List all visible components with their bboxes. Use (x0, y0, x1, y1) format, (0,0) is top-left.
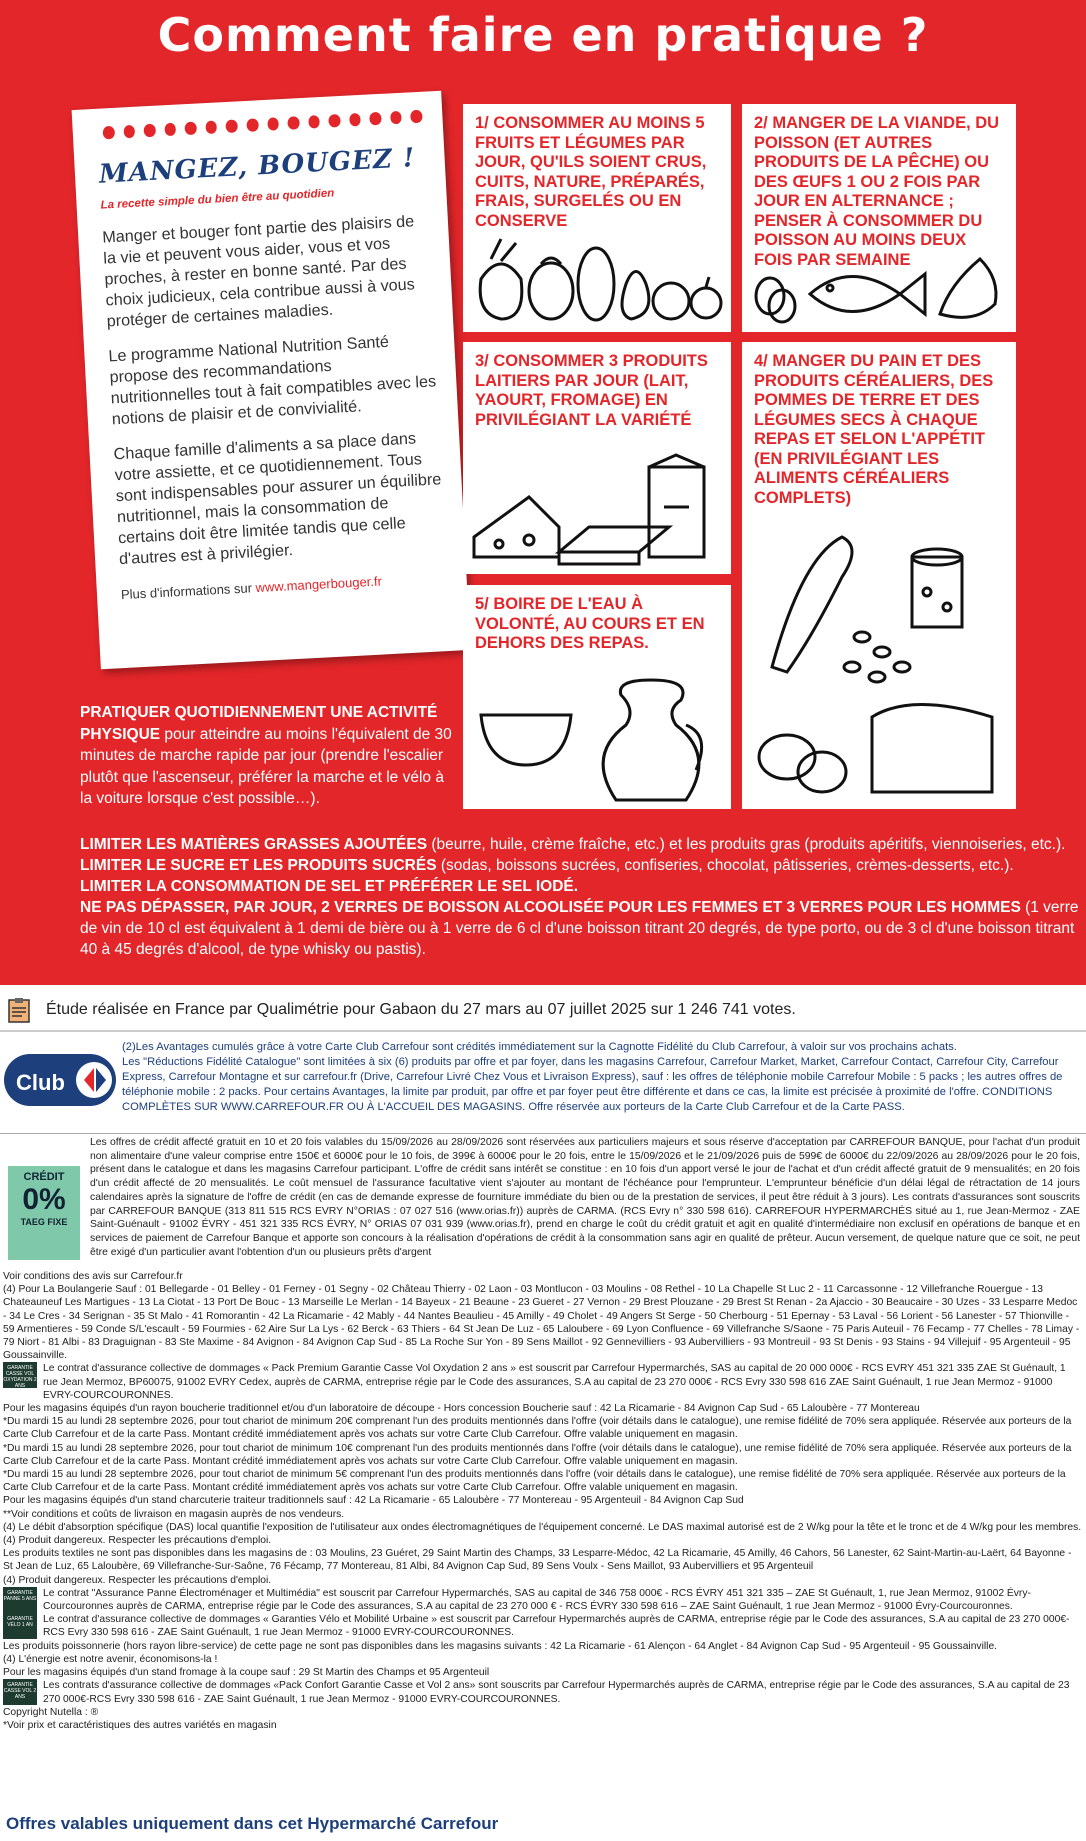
credit-zero-badge (8, 1166, 80, 1260)
limit-alcohol-detail: (1 verre de vin de 10 cl est équivalent à 1 demi de bière ou à 1 verre de 6 cl d'une boisson titrant 20 degrés, de type porto, ou de 3 cl d'une boisson titrant 40 à 45 degrés d'alcool, de type whisky ou pastis). (80, 899, 1079, 958)
legal-line: Pour les magasins équipés d'un stand charcuterie traiteur traditionnels sauf : 42 La Ricamarie - 65 Laloubère - 77 Montereau - 95 Argenteuil - 84 Avignon Cap Sud (3, 1495, 744, 1507)
limit-alcohol-bold: NE PAS DÉPASSER, PAR JOUR, 2 VERRES DE BOISSON ALCOOLISÉE POUR LES FEMMES ET 3 VERRES POUR LES HOMMES (80, 899, 1021, 916)
note-subtitle: La recette simple du bien être au quotidien (100, 187, 335, 212)
activity-bold: PRATIQUER QUOTIDIENNEMENT UNE ACTIVITÉ PHYSIQUE (80, 704, 438, 743)
legal-line: Le contrat "Assurance Panne Électroménager et Multimédia" est souscrit par Carrefour Hypermarchés, SAS au capital de 346 758 000€ - RCS ÉVRY 451 321 335 – ZAE St Guénault, 1, rue Jean Mermoz, 91002 Évry-Courcouronnes auprès de CARMA, entreprise régie par le Code des assurances, S.A au capital de 23 270 000 € - RCS ÉVRY 330 598 616 – ZAE Saint Guénault, 1 rue Jean Mermoz - 91000 Évry-Courcouronnes. (43, 1587, 1031, 1613)
legal-row-premium (3, 1362, 1083, 1402)
limit-salt (80, 876, 1080, 897)
card-3-text: 3/ CONSOMMER 3 PRODUITS LAITIERS PAR JOUR (LAIT, YAOURT, FROMAGE) EN PRIVILÉGIANT LA VARIÉTÉ (475, 352, 708, 429)
legal-line: Les produits textiles ne sont pas disponibles dans les magasins de : 03 Moulins, 23 Guéret, 29 Saint Martin des Champs, 33 Lesparre-Médoc, 42 La Ricamarie, 45 Amilly, 46 Cahors, 56 Lanester, 62 Saint-Martin-au-Laërt, 64 Bayonne - St Jean de Luz, 65 Laloubère, 69 Villefranche-Sur-Saône, 76 Fécamp, 77 Montereau, 81 Albi, 84 Avignon Cap Sud, 89 Sens Voulx - Sens Maillot, 93 Aubervilliers et 95 Argenteuil (3, 1548, 1072, 1573)
bread-cereals-icon (752, 517, 1008, 802)
note-paragraph-1: Manger et bouger font partie des plaisirs de la vie et peuvent vous aider, vous et vos proches, à rester en bonne santé. Par des choix judicieux, cela contribue aussi à vous protéger de certaines maladies. (101, 212, 416, 331)
legal-row-panne (3, 1587, 1083, 1613)
legal-line: (4) Le débit d'absorption spécifique (DAS) local quantifie l'exposition de l'utilisateur aux ondes électromagnétiques de l'équipement concerné. Le DAS maximal autorisé est de 2 W/kg pour la tête et le tronc et de 4 W/kg pour les membres. (3, 1521, 1082, 1533)
fruits-vegetables-icon (471, 229, 723, 327)
club-logo-text: Club (16, 1070, 65, 1095)
note-paragraph-3: Chaque famille d'aliments a sa place dans votre assiette, et ce quotidiennement. Tous sont indispensables pour assurer un équilibre nutritionnel, mais la consommation de certains doit être limitée tandis que celle d'autres est à privilégier. (113, 429, 442, 569)
card-1-text: 1/ CONSOMMER AU MOINS 5 FRUITS ET LÉGUMES PAR JOUR, QU'ILS SOIENT CRUS, CUITS, NATURE, PRÉPARÉS, FRAIS, SURGELÉS OU EN CONSERVE (475, 114, 707, 230)
card-fruits-vegetables (463, 104, 731, 332)
fish-eggs-meat-icon (750, 244, 1006, 328)
limit-fats-bold: LIMITER LES MATIÈRES GRASSES AJOUTÉES (80, 836, 428, 853)
legal-line: (4) L'énergie est notre avenir, économisons-la ! (3, 1653, 218, 1665)
club-text (122, 1040, 1080, 1115)
limit-fats (80, 834, 1080, 855)
notebook-holes (103, 110, 423, 140)
dairy-products-icon (469, 452, 725, 570)
note-card (72, 91, 471, 670)
guarantee-badge: GARANTIE CASSE VOL OXYDATION 2 ANS (3, 1362, 37, 1388)
credit-section (0, 1136, 1086, 1266)
footer-offer-note: Offres valables uniquement dans cet Hypermarché Carrefour (6, 1814, 499, 1833)
credit-text: Les offres de crédit affecté gratuit en 10 et 20 fois valables du 15/09/2026 au 28/09/2026 sont réservées aux particuliers majeurs et sous réserve d'acceptation par CARREFOUR BANQUE, pour l'achat d'un produit non alimentaire d'une valeur comprise entre 150€ et 6000€ pour le 10 fois, de 399€ à 6000€ pour le 20 fois, entre le 15/09/2026 et le 21/09/2026 puis de 599€ de 6000€ du 22/09/2026 au 28/09/2026 pour le 20 fois, présent dans le catalogue et dans les magasins Carrefour participant. L'offre de crédit sans intérêt se constitue : en 10 fois d'un apport versé le jour de l'achat et d'un crédit affecté gratuit de 9 mensualités; en 20 fois d'un crédit affecté de 20 mensualités. Le coût mensuel de l'assurance facultative vient s'ajouter au montant de l'échéance pour l'emprunteur. L'emprunteur bénéficie d'un délai légal de rétractation de 14 jours calendaires après la signature de l'offre de crédit (en cas de demande expresse de fourniture immédiate du bien ou de la prestation de services, il peut être réduit à 3 jours). Les contrats d'assurances sont souscrits par CARREFOUR BANQUE (313 811 515 RCS EVRY N°ORIAS : 07 027 516 (www.orias.fr)) auprès de CARMA. (RCS Evry n° 330 598 616). CARREFOUR HYPERMARCHÉS situé au 1, rue Jean-Mermoz - ZAE Saint-Guénault - 91002 ÉVRY - 451 321 335 RCS ÉVRY, N° ORIAS 07 031 939 (www.orias.fr), prend en charge le coût du crédit gratuit et agit en qualité d'intermédiaire non exclusif en opérations de banque et en services de paiement de Carrefour Banque et apporte son concours à la réalisation d'opérations de crédit à la consommation sans agir en qualité de prêteur. Aucun versement, de quelque nature que ce soit, ne peut être exigé d'un particulier avant l'obtention d'un ou plusieurs prêts d'argent (90, 1137, 1080, 1258)
mangerbouger-link[interactable]: www.mangerbouger.fr (255, 573, 383, 596)
limit-alcohol (80, 897, 1080, 960)
legal-line: Voir conditions des avis sur Carrefour.fr (3, 1271, 183, 1282)
limit-sugar-bold: LIMITER LE SUCRE ET LES PRODUITS SUCRÉS (80, 857, 437, 874)
legal-line: (4) Pour La Boulangerie Sauf : 01 Bellegarde - 01 Belley - 01 Ferney - 01 Segny - 02 Château Thierry - 02 Laon - 03 Montlucon - 03 Moulins - 08 Rethel - 10 La Chapelle St Luc 2 - 11 Carcassonne - 12 Villefranche Rouergue - 13 Chateauneuf Les Martigues - 13 La Ciotat - 13 Port De Bouc - 13 Marseille Le Merlan - 14 Bayeux - 21 Beaune - 23 Gueret - 27 Vernon - 29 Brest Plouzane - 29 Brest St Renan - 2a Ajaccio - 30 Beaucaire - 30 Uzes - 33 Lesparre Medoc - 34 Le Cres - 34 Serignan - 35 St Malo - 41 Romorantin - 42 La Ricamarie - 42 Mably - 44 Nantes Beaulieu - 45 Amilly - 49 Cholet - 49 Angers St Serge - 50 Cherbourg - 51 Epernay - 53 Laval - 56 Lorient - 56 Lanester - 57 Thionville - 59 Armentieres - 59 Conde S/L'escault - 59 Fourmies - 62 Aire Sur La Lys - 62 Berck - 63 Thiers - 64 St Jean De Luz - 65 Laloubere - 69 Lyon Confluence - 69 Villefranche S/Saone - 75 Paris Auteuil - 76 Fecamp - 77 Chelles - 78 Limay - 79 Niort - 81 Albi - 83 Draguignan - 83 Ste Maxime - 84 Avignon - 84 Avignon Cap Sud - 85 La Roche Sur Yon - 89 Sens Maillot - 92 Gennevilliers - 93 Aubervilliers - 93 Montreuil - 93 St Denis - 93 Stains - 94 Villejuif - 95 Argenteuil - 95 Goussainville. (3, 1284, 1080, 1362)
card-cereals (742, 342, 1016, 809)
credit-badge-label: CRÉDIT (23, 1171, 65, 1183)
note-heading: MANGEZ, BOUGEZ ! (98, 143, 416, 190)
card-2-text: 2/ MANGER DE LA VIANDE, DU POISSON (ET AUTRES PRODUITS DE LA PÊCHE) OU DES ŒUFS 1 OU 2 FOIS PAR JOUR EN ALTERNANCE ; PENSER À CONSOMMER DU POISSON AU MOINS DEUX FOIS PAR SEMAINE (754, 114, 1000, 269)
legal-line: Pour les magasins équipés d'un stand fromage à la coupe sauf : 29 St Martin des Champs et 95 Argenteuil (3, 1667, 490, 1679)
clipboard-icon (6, 997, 32, 1023)
note-more-label: Plus d'informations sur (120, 580, 256, 603)
limit-sugar-detail: (sodas, boissons sucrées, confiseries, chocolat, pâtisseries, crèmes-desserts, etc.). (436, 857, 1014, 874)
legal-line: (4) Produit dangereux. Respecter les précautions d'emploi. (3, 1535, 272, 1547)
study-text: Étude réalisée en France par Qualimétrie pour Gabaon du 27 mars au 07 juillet 2025 sur 1 246 741 votes. (46, 1001, 796, 1018)
study-strip (0, 990, 1086, 1032)
card-5-text: 5/ BOIRE DE L'EAU À VOLONTÉ, AU COURS ET EN DEHORS DES REPAS. (475, 595, 705, 652)
note-more-info (120, 567, 447, 605)
legal-line: *Voir prix et caractéristiques des autres variétés en magasin (3, 1719, 277, 1731)
club-carrefour-logo (2, 1048, 120, 1112)
legal-row-velo (3, 1613, 1083, 1639)
limits-block (80, 834, 1080, 960)
card-meat-fish-eggs (742, 104, 1016, 332)
club-line-1: (2)Les Avantages cumulés grâce à votre Carte Club Carrefour sont crédités immédiatement sur la Cagnotte Fidélité du Club Carrefour, à valoir sur vos prochains achats. (122, 1041, 957, 1053)
legal-row-casse (3, 1679, 1083, 1705)
legal-line: Copyright Nutella : ® (3, 1706, 99, 1718)
note-paragraph-2: Le programme National Nutrition Santé propose des recommandations nutritionnelles tout à fait compatibles avec les notions de plaisir et de convivialité. (108, 332, 437, 429)
legal-line: (4) Produit dangereux. Respecter les précautions d'emploi. (3, 1574, 272, 1586)
legal-line: Le contrat d'assurance collective de dommages « Pack Premium Garantie Casse Vol Oxydation 2 ans » est souscrit par Carrefour Hypermarchés, SAS au capital de 20 000 000€ - RCS EVRY 451 321 335 ZAE St Guénault, 1 rue Jean Mermoz, BP60075, 91002 EVRY Cedex, auprès de CARMA, entreprise régie par le Code des assurances, S.A au capital de 23 270 000€ - RCS Evry 330 598 616 ZAE Saint Guénault, 1 rue Jean Mermoz - 91000 EVRY-COURCOURONNES. (43, 1363, 1066, 1401)
legal-line: Les contrats d'assurance collective de dommages «Pack Confort Garantie Casse et Vol 2 ans» sont souscrits par Carrefour Hypermarchés auprès de CARMA, entreprise régie par le Code des assurances, S.A au capital de 23 270 000€-RCS Evry 330 598 616 - ZAE Saint Guénault, 1 rue Jean Mermoz - 91000 EVRY-COURCOURONNES. (43, 1680, 1070, 1705)
card-water (463, 585, 731, 809)
club-line-2: Les "Réductions Fidélité Catalogue" sont limitées à six (6) produits par offre et par foyer, dans les magasins Carrefour, Carrefour Market, Market, Carrefour Contact, Carrefour City, Carrefour Express, Carrefour Montagne et sur carrefour.fr (Drive, Carrefour Livré Chez Vous et Livraison Express), sauf : les offres de téléphonie mobile Carrefour Mobile : 5 packs ; les autres offres de téléphonie mobile : 2 packs. Pour certains Avantages, la limite par produit, par offre et par foyer peut être différente et dans ce cas, la limite est précisée à proximité de l'offre. CONDITIONS COMPLÈTES SUR WWW.CARREFOUR.FR OU À L'ACCUEIL DES MAGASINS. Offre réservée aux porteurs de la Carte Club Carrefour et de la Carte PASS. (122, 1056, 1063, 1113)
legal-line: *Du mardi 15 au lundi 28 septembre 2026, pour tout chariot de minimum 20€ comprenant l'un des produits mentionnés dans l'offre (voir détails dans le catalogue), une remise fidélité de 70% sera appliquée. Réservée aux porteurs de la Carte Club Carrefour et de la carte Pass. Montant crédité immédiatement après vos achats sur votre Carte Club Carrefour. Offre valable uniquement en magasin. (3, 1416, 1072, 1441)
guarantee-badge: GARANTIE CASSE VOL 2 ANS (3, 1679, 37, 1705)
limit-salt-bold: LIMITER LA CONSOMMATION DE SEL ET PRÉFÉRER LE SEL IODÉ. (80, 878, 579, 895)
legal-line: **Voir conditions et coûts de livraison en magasin auprès de nos vendeurs. (3, 1508, 345, 1520)
legal-line: Le contrat d'assurance collective de dommages « Garanties Vélo et Mobilité Urbaine » est souscrit par Carrefour Hypermarchés auprès de CARMA, entreprise régie par le Code des assurances, S.A au capital de 23 270 000€- RCS Evry 330 598 616 - ZAE Saint Guénault, 1 rue Jean Mermoz - 91000 EVRY-COURCOURONNES. (43, 1614, 1070, 1639)
club-carrefour-section (0, 1038, 1086, 1134)
legal-notices (3, 1270, 1083, 1732)
activity-text (80, 702, 452, 810)
legal-line: *Du mardi 15 au lundi 28 septembre 2026, pour tout chariot de minimum 5€ comprenant l'un des produits mentionnés dans l'offre (voir détails dans le catalogue), une remise fidélité de 70% sera appliquée. Réservée aux porteurs de la Carte Club Carrefour et de la carte Pass. Montant crédité immédiatement après vos achats sur votre Carte Club Carrefour. Offre valable uniquement en magasin. (3, 1469, 1066, 1494)
guarantee-badge: GARANTIE PANNE 5 ANS (3, 1587, 37, 1613)
card-dairy (463, 342, 731, 574)
page-title: Comment faire en pratique ? (157, 8, 929, 62)
limit-fats-detail: (beurre, huile, crème fraîche, etc.) et les produits gras (produits apéritifs, viennoiseries, etc.). (427, 836, 1066, 853)
activity-detail: pour atteindre au moins l'équivalent de 30 minutes de marche rapide par jour (prendre l'escalier plutôt que l'ascenseur, préférer la marche et le vélo à la voiture lorsque c'est possible…). (80, 725, 452, 807)
limit-sugar (80, 855, 1080, 876)
credit-badge-rate: 0% (22, 1183, 66, 1216)
guarantee-badge: GARANTIE VÉLO 1 AN (3, 1613, 37, 1639)
card-4-text: 4/ MANGER DU PAIN ET DES PRODUITS CÉRÉALIERS, DES POMMES DE TERRE ET DES LÉGUMES SECS À CHAQUE REPAS ET SELON L'APPÉTIT (EN PRIVILÉGIANT LES ALIMENTS CÉRÉALIERS COMPLETS) (754, 352, 994, 507)
credit-badge-taeg: TAEG FIXE (20, 1217, 68, 1227)
water-jug-glass-icon (471, 675, 721, 805)
legal-line: Les produits poissonnerie (hors rayon libre-service) de cette page ne sont pas disponibles dans les magasins suivants : 42 La Ricamarie - 61 Alençon - 64 Anglet - 84 Avignon Cap Sud - 95 Argenteuil - 95 Goussainville. (3, 1640, 998, 1652)
legal-line: Pour les magasins équipés d'un rayon boucherie traditionnel et/ou d'un laboratoire de découpe - Hors concession Boucherie sauf : 42 La Ricamarie - 84 Avignon Cap Sud - 65 Laloubère - 77 Montereau (3, 1403, 920, 1415)
legal-line: *Du mardi 15 au lundi 28 septembre 2026, pour tout chariot de minimum 10€ comprenant l'un des produits mentionnés dans l'offre (voir détails dans le catalogue), une remise fidélité de 70% sera appliquée. Réservée aux porteurs de la Carte Club Carrefour et de la carte Pass. Montant crédité immédiatement après vos achats sur votre Carte Club Carrefour. Offre valable uniquement en magasin. (3, 1442, 1072, 1467)
